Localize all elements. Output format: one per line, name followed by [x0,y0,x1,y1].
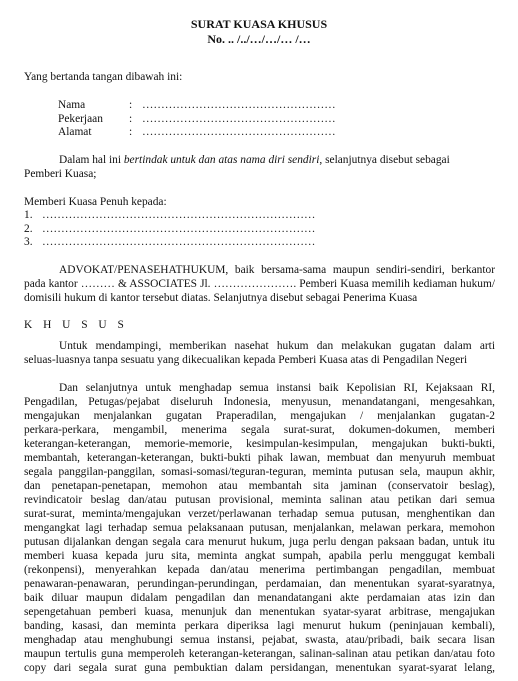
field-sep: : [129,99,133,111]
paragraph-line: banding, kasasi, dan meminta perkara diperiksa lagi menurut hukum (peninjauan kembali), [24,620,495,632]
paragraph-line: memberi kuasa kepada juru sita, meminta angkat sumpah, apabila perlu menggugat kembali [24,550,495,562]
paragraph-line: dan penetapan-penetapan, memohon atau membantah sita jaminan (conservatoir beslag), [24,480,495,492]
intro-line: Yang bertanda tangan dibawah ini: [24,71,183,83]
paragraph-line: perkara-perkara, mengambil, menerima segala surat-surat, dokumen-dokumen, memberi [24,424,495,436]
field-value-alamat: …………………………………………… [142,126,336,138]
paragraph-line: menghadap atau menghubungi semua instansi, pejabat, swasta, atau/pribadi, baik secara lisan [24,634,495,646]
paragraph-line: Dan selanjutnya untuk menghadap semua instansi baik Kepolisian RI, Kejaksaan RI, [59,382,495,394]
paragraph-line: segala panggilan-panggilan, somasi-somasi/teguran-teguran, meminta putusan sela, maupun akhir, [24,466,495,478]
paragraph-line: mengangkat lagi terhadap semua pelaksanaan putusan, menjalankan, melawan perkara, memohon [24,522,495,534]
list-number: 3. [24,236,33,248]
field-value-nama: …………………………………………… [142,99,336,111]
paragraph-line: keterangan-keterangan, memorie-memorie, kesimpulan-kesimpulan, mengajukan bukti-bukti, [24,438,495,450]
field-label-alamat: Alamat [58,126,92,138]
paragraph-line: mengajukan menjalankan gugatan Praperadilan, mengajukan / menjalankan gugatan-2 [24,410,495,422]
advokat-line: pada kantor ……… & ASSOCIATES Jl. …………………. Pemberi Kuasa memilih kediaman hukum/ [24,278,495,290]
paragraph-representation [59,155,450,166]
paragraph-line: Pemberi Kuasa; [24,168,97,180]
field-label-nama: Nama [58,99,86,111]
list-dots: ……………………………………………………………… [42,236,316,248]
paragraph-lead: Dalam hal ini [59,154,124,166]
document-number: No. .. /../…/…/… /… [207,32,311,46]
khusus-heading: K H U S U S [24,319,128,331]
paragraph-line: Untuk mendampingi, memberikan nasehat hukum dan melakukan gugatan dalam arti [59,340,495,352]
paragraph-rest: , selanjutnya disebut sebagai [319,154,450,166]
field-sep: : [129,126,133,138]
list-dots: ……………………………………………………………… [42,223,316,235]
paragraph-line: seluas-luasnya tanpa sesuatu yang dikecualikan kepada Pemberi Kuasa atas di Pengadilan Negeri [24,354,468,366]
document-title: SURAT KUASA KHUSUS [190,17,328,31]
list-number: 2. [24,223,33,235]
paragraph-line: maupun tertulis guna memperoleh keterangan-keterangan, salinan-salinan atau petikan dan/atau foto [24,648,495,660]
penuh-heading: Memberi Kuasa Penuh kepada: [24,196,167,208]
paragraph-line: (rekonpensi), menyerahkan kepada dan/atau menerima pertimbangan pengadilan, membuat [24,564,495,576]
paragraph-line: surat-surat, meminta/mengajukan verzet/perlawanan terhadap semua putusan, menghentikan dan [24,508,495,520]
list-number: 1. [24,209,33,221]
paragraph-line: penawaran-penawaran, perundingan-perundingan, perdamaian, dan menentukan syarat-syaratnya, [24,578,495,590]
paragraph-line: baik diluar maupun didalam pengadilan dan menandatangani akte perdamaian atas izin dan [24,592,495,604]
field-value-pekerjaan: …………………………………………… [142,113,336,125]
advokat-line: ADVOKAT/PENASEHATHUKUM, baik bersama-sama maupun sendiri-sendiri, berkantor [59,264,495,276]
list-dots: ……………………………………………………………… [42,209,316,221]
paragraph-line: sepengetahuan pemberi kuasa, menunjuk dan menentukan syatar-syarat arbitrase, mengajukan [24,606,495,618]
field-sep: : [129,113,133,125]
paragraph-line: putusan dijalankan dengan segala cara menurut hukum, juga perlu dengan paksaan badan, untuk itu [24,536,495,548]
paragraph-line: membantah, keterangan-keterangan, bukti-bukti pihak lawan, membuat dan menyuruh membuat [24,452,495,464]
paragraph-line: Pengadilan, Petugas/pejabat diseluruh Indonesia, menyusun, menandatangani, mengesahkan, [24,396,495,408]
paragraph-line: revindicatoir beslag dan/atau putusan provisional, meminta salinan atau petikan dari semua [24,494,495,506]
field-label-pekerjaan: Pekerjaan [58,113,103,125]
advokat-line: domisili hukum di kantor tersebut diatas. Selanjutnya disebut sebagai Penerima Kuasa [24,292,418,304]
paragraph-line: copy dari segala surat guna pembuktian dalam persidangan, menentukan syarat-syarat lelang, [24,662,495,674]
paragraph-italic: bertindak untuk dan atas nama diri sendiri [123,154,320,166]
